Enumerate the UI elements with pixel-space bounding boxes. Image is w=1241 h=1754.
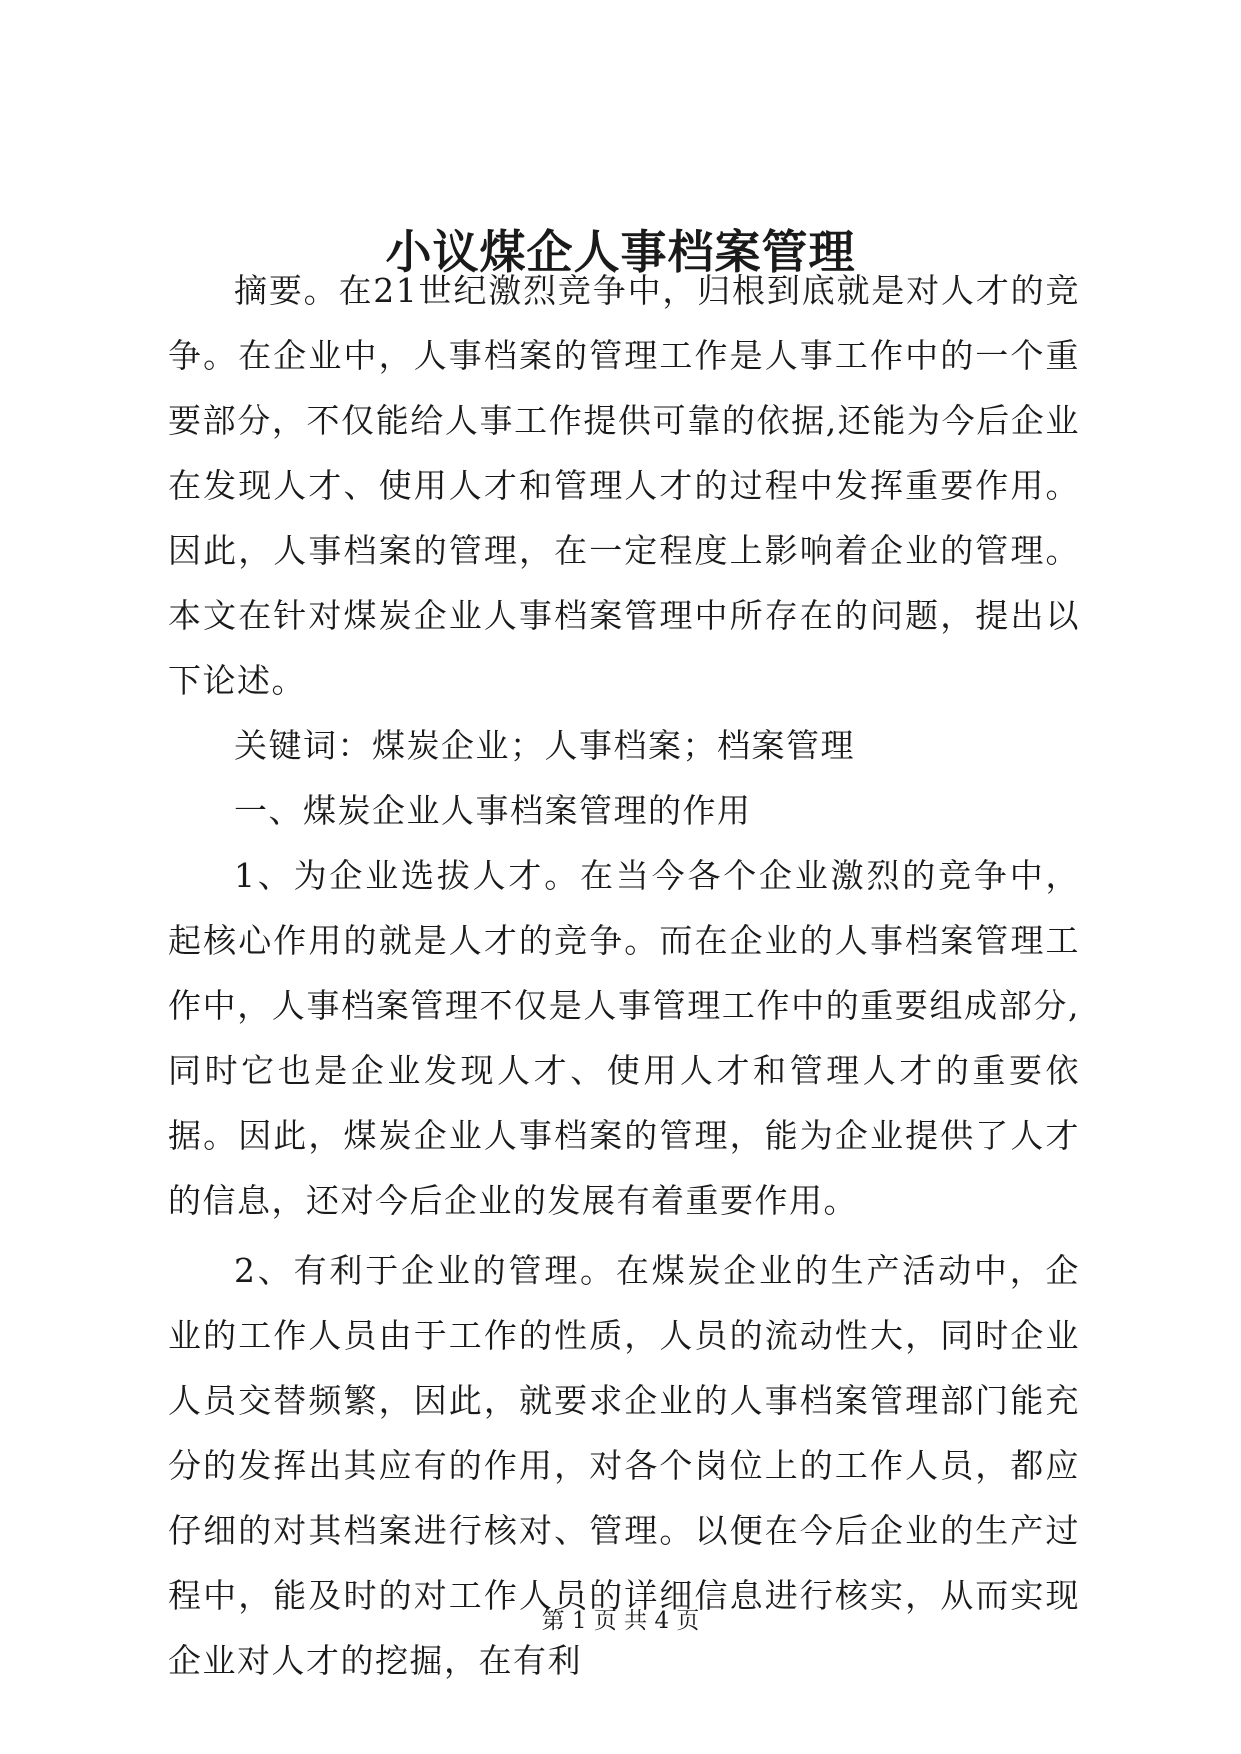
document-title: 小议煤企人事档案管理 <box>385 225 856 279</box>
body-paragraph: 1、为企业选拔人才。在当今各个企业激烈的竞争中，起核心作用的就是人才的竞争。而在企业的人事档案管理工作中，人事档案管理不仅是人事管理工作中的重要组成部分,同时它也是企业发现人才、使用人才和管理人才的重要依据。因此，煤炭企业人事档案的管理，能为企业提供了人才的信息，还对今后企业的发展有着重要作用。 <box>168 856 1080 1220</box>
body-paragraph: 2、有利于企业的管理。在煤炭企业的生产活动中，企业的工作人员由于工作的性质，人员的流动性大，同时企业人员交替频繁，因此，就要求企业的人事档案管理部门能充分的发挥出其应有的作用，对各个岗位上的工作人员，都应仔细的对其档案进行核对、管理。以便在今后企业的生产过程中，能及时的对工作人员的详细信息进行核实，从而实现企业对人才的挖掘，在有利 <box>168 1251 1080 1680</box>
page-number-footer: 第 1 页 共 4 页 <box>541 1608 700 1634</box>
section-heading: 一、煤炭企业人事档案管理的作用 <box>234 791 752 830</box>
document-body <box>168 258 1080 1693</box>
abstract-paragraph: 摘要。在21世纪激烈竞争中，归根到底就是对人才的竞争。在企业中，人事档案的管理工作是人事工作中的一个重要部分，不仅能给人事工作提供可靠的依据,还能为今后企业在发现人才、使用人才和管理人才的过程中发挥重要作用。因此，人事档案的管理，在一定程度上影响着企业的管理。本文在针对煤炭企业人事档案管理中所存在的问题，提出以下论述。 <box>168 271 1080 700</box>
keywords-paragraph: 关键词：煤炭企业；人事档案；档案管理 <box>234 726 855 765</box>
